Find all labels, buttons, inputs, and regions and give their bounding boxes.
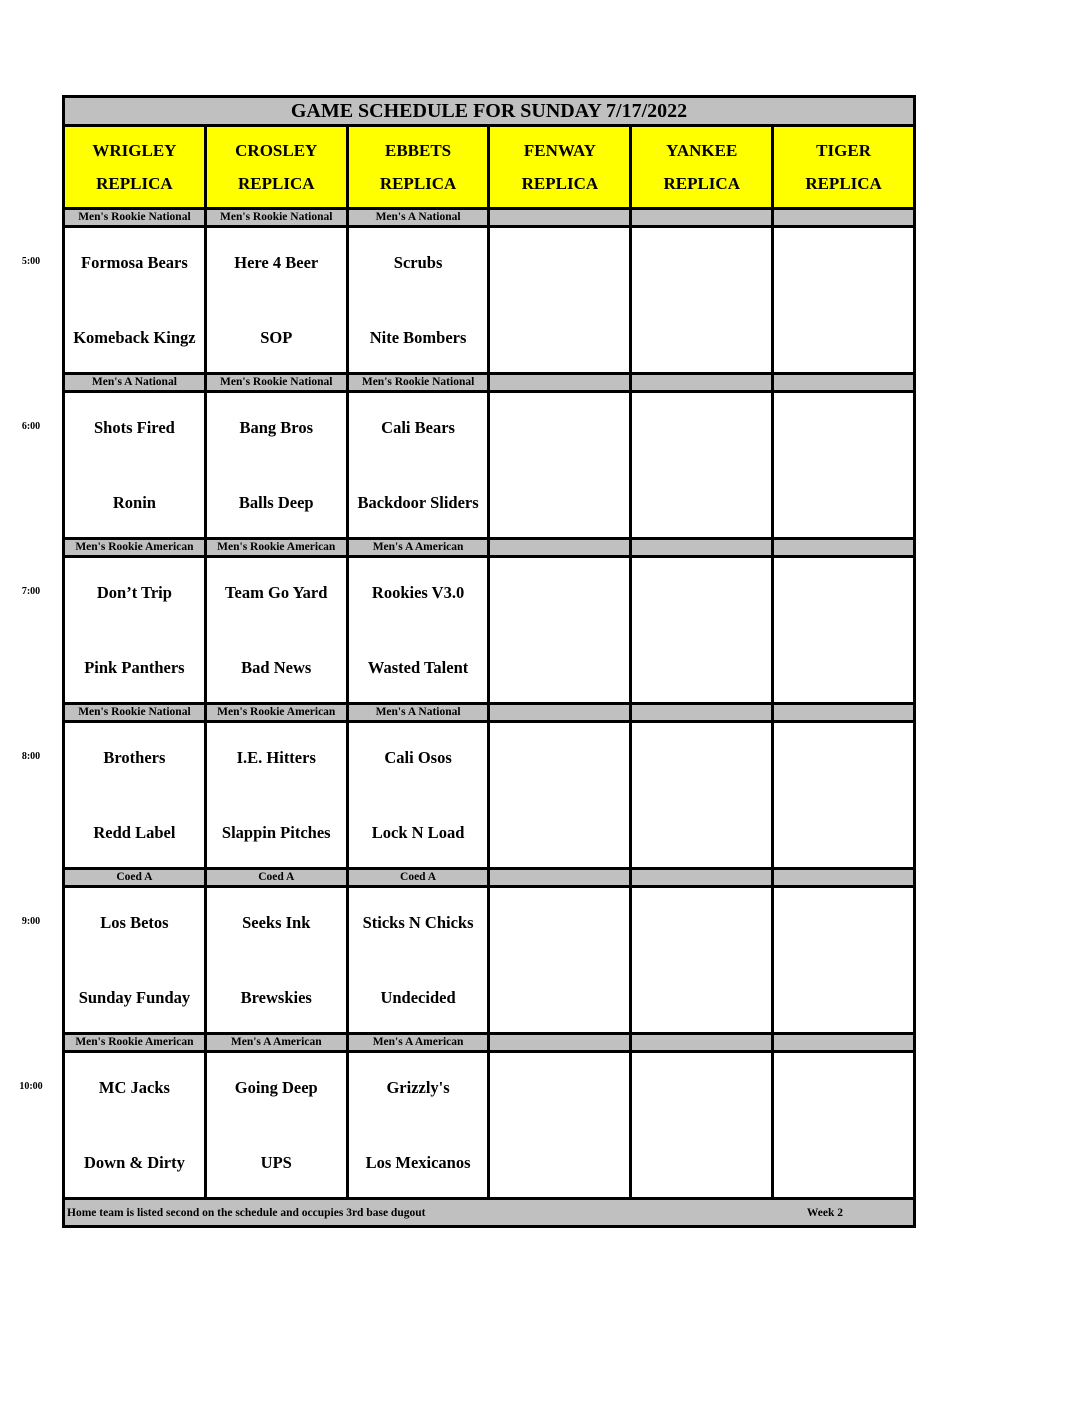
- game-cell: [347, 887, 489, 1034]
- home-team: Komeback Kingz: [73, 327, 196, 347]
- field-header-row: [64, 126, 915, 209]
- division-label: Coed A: [205, 869, 347, 887]
- game-cell: [64, 557, 206, 704]
- home-team: Slappin Pitches: [221, 822, 331, 842]
- division-label: [489, 704, 631, 722]
- away-team: Going Deep: [234, 1077, 318, 1097]
- division-label: Men's Rookie American: [64, 539, 206, 557]
- away-team: Sticks N Chicks: [362, 912, 474, 932]
- field-name: YANKEE: [666, 141, 738, 160]
- away-team: Cali Osos: [384, 747, 452, 767]
- division-label: [773, 539, 915, 557]
- field-subtitle: REPLICA: [379, 174, 457, 193]
- time-label: 7:00: [21, 585, 41, 597]
- game-cell: [773, 227, 915, 374]
- division-row: [64, 539, 915, 557]
- game-cell: [489, 1052, 631, 1199]
- division-label: Men's A National: [347, 209, 489, 227]
- home-team: Sunday Funday: [78, 987, 191, 1007]
- field-header-fenway: [489, 126, 631, 209]
- game-cell: [489, 722, 631, 869]
- home-team: Nite Bombers: [369, 327, 467, 347]
- division-label: Men's Rookie American: [64, 1034, 206, 1052]
- title-row: [64, 97, 915, 126]
- game-cell: [773, 557, 915, 704]
- division-label: [489, 1034, 631, 1052]
- division-label: [489, 869, 631, 887]
- division-label: Men's A American: [347, 1034, 489, 1052]
- home-team: Redd Label: [93, 822, 176, 842]
- field-subtitle: REPLICA: [521, 174, 599, 193]
- game-cell: [64, 227, 206, 374]
- game-row: [64, 722, 915, 869]
- home-team: Wasted Talent: [367, 657, 469, 677]
- home-team: UPS: [260, 1152, 292, 1172]
- home-team: Undecided: [380, 987, 456, 1007]
- division-label: [489, 539, 631, 557]
- game-cell: [631, 227, 773, 374]
- schedule-sheet: [62, 95, 916, 1271]
- game-cell: [205, 722, 347, 869]
- game-cell: [64, 392, 206, 539]
- field-subtitle: REPLICA: [96, 174, 173, 193]
- away-team: Scrubs: [393, 252, 443, 272]
- home-team: Balls Deep: [238, 492, 314, 512]
- game-cell: [205, 1052, 347, 1199]
- away-team: Cali Bears: [381, 417, 455, 437]
- division-label: Men's Rookie National: [64, 209, 206, 227]
- game-cell: [489, 227, 631, 374]
- field-subtitle: REPLICA: [805, 174, 882, 193]
- division-label: Men's Rookie American: [205, 539, 347, 557]
- division-label: [631, 209, 773, 227]
- home-team: Brewskies: [240, 987, 312, 1007]
- home-team: Bad News: [241, 657, 312, 677]
- game-cell: [64, 722, 206, 869]
- away-team: Don’t Trip: [96, 582, 172, 602]
- schedule-title: GAME SCHEDULE FOR SUNDAY 7/17/2022: [64, 97, 915, 126]
- division-row: [64, 209, 915, 227]
- home-team: Down & Dirty: [84, 1152, 185, 1172]
- division-label: [773, 869, 915, 887]
- game-cell: [631, 722, 773, 869]
- division-label: Men's Rookie American: [205, 704, 347, 722]
- game-cell: [773, 887, 915, 1034]
- game-cell: [64, 1052, 206, 1199]
- game-cell: [773, 1052, 915, 1199]
- home-team: Backdoor Sliders: [357, 492, 479, 512]
- field-subtitle: REPLICA: [237, 174, 315, 193]
- game-cell: [489, 392, 631, 539]
- home-team: Lock N Load: [371, 822, 465, 842]
- division-row: [64, 869, 915, 887]
- game-cell: [773, 392, 915, 539]
- division-row: [64, 1034, 915, 1052]
- division-label: Men's A National: [347, 704, 489, 722]
- division-label: [773, 704, 915, 722]
- division-label: [489, 374, 631, 392]
- away-team: Los Betos: [100, 912, 169, 932]
- division-label: [773, 209, 915, 227]
- division-label: Men's A American: [347, 539, 489, 557]
- division-label: [773, 374, 915, 392]
- game-cell: [631, 557, 773, 704]
- time-label: 9:00: [21, 915, 41, 927]
- division-label: Men's A American: [205, 1034, 347, 1052]
- field-header-crosley: [205, 126, 347, 209]
- away-team: Shots Fired: [93, 417, 175, 437]
- division-label: [773, 1034, 915, 1052]
- game-cell: [347, 557, 489, 704]
- game-cell: [347, 227, 489, 374]
- schedule-table: [62, 95, 916, 1228]
- time-label: 8:00: [21, 750, 41, 762]
- game-cell: [489, 557, 631, 704]
- game-cell: [64, 887, 206, 1034]
- division-label: [489, 209, 631, 227]
- game-cell: [205, 887, 347, 1034]
- footer-cell: [64, 1199, 915, 1227]
- game-row: [64, 1052, 915, 1199]
- away-team: Bang Bros: [239, 417, 313, 437]
- division-label: Coed A: [347, 869, 489, 887]
- footer-note: Home team is listed second on the schedule and occupies 3rd base dugout: [67, 1206, 426, 1219]
- field-name: FENWAY: [523, 141, 596, 160]
- game-cell: [773, 722, 915, 869]
- field-name: EBBETS: [384, 141, 452, 160]
- field-name: TIGER: [816, 141, 871, 160]
- away-team: I.E. Hitters: [236, 747, 316, 767]
- time-label: 5:00: [21, 255, 41, 267]
- game-row: [64, 227, 915, 374]
- division-label: [631, 704, 773, 722]
- division-label: Men's Rookie National: [347, 374, 489, 392]
- field-name: CROSLEY: [235, 141, 318, 160]
- division-row: [64, 374, 915, 392]
- game-row: [64, 887, 915, 1034]
- division-label: [631, 374, 773, 392]
- division-label: Men's Rookie National: [205, 209, 347, 227]
- field-subtitle: REPLICA: [663, 174, 740, 193]
- home-team: Pink Panthers: [84, 657, 185, 677]
- game-cell: [489, 887, 631, 1034]
- game-cell: [631, 887, 773, 1034]
- footer-row: [64, 1199, 915, 1227]
- away-team: Seeks Ink: [242, 912, 311, 932]
- game-cell: [631, 392, 773, 539]
- away-team: MC Jacks: [98, 1077, 170, 1097]
- game-cell: [205, 392, 347, 539]
- field-header-wrigley: [64, 126, 206, 209]
- division-label: [631, 539, 773, 557]
- away-team: Rookies V3.0: [371, 582, 465, 602]
- field-name: WRIGLEY: [92, 141, 177, 160]
- away-team: Formosa Bears: [81, 252, 188, 272]
- division-label: [631, 1034, 773, 1052]
- field-header-yankee: [631, 126, 773, 209]
- division-label: Coed A: [64, 869, 206, 887]
- division-label: Men's Rookie National: [205, 374, 347, 392]
- division-row: [64, 704, 915, 722]
- away-team: Team Go Yard: [225, 582, 328, 602]
- field-header-ebbets: [347, 126, 489, 209]
- division-label: Men's A National: [64, 374, 206, 392]
- field-header-tiger: [773, 126, 915, 209]
- game-cell: [347, 1052, 489, 1199]
- game-cell: [347, 722, 489, 869]
- division-label: Men's Rookie National: [64, 704, 206, 722]
- game-cell: [205, 557, 347, 704]
- game-cell: [631, 1052, 773, 1199]
- week-label: Week 2: [806, 1206, 843, 1219]
- away-team: Brothers: [103, 747, 166, 767]
- home-team: Los Mexicanos: [365, 1152, 471, 1172]
- away-team: Grizzly's: [386, 1077, 450, 1097]
- time-label: 6:00: [21, 420, 41, 432]
- time-label: 10:00: [19, 1080, 43, 1092]
- game-row: [64, 557, 915, 704]
- division-label: [631, 869, 773, 887]
- away-team: Here 4 Beer: [234, 252, 319, 272]
- game-cell: [347, 392, 489, 539]
- game-cell: [205, 227, 347, 374]
- game-row: [64, 392, 915, 539]
- home-team: Ronin: [112, 492, 156, 512]
- home-team: SOP: [260, 327, 293, 347]
